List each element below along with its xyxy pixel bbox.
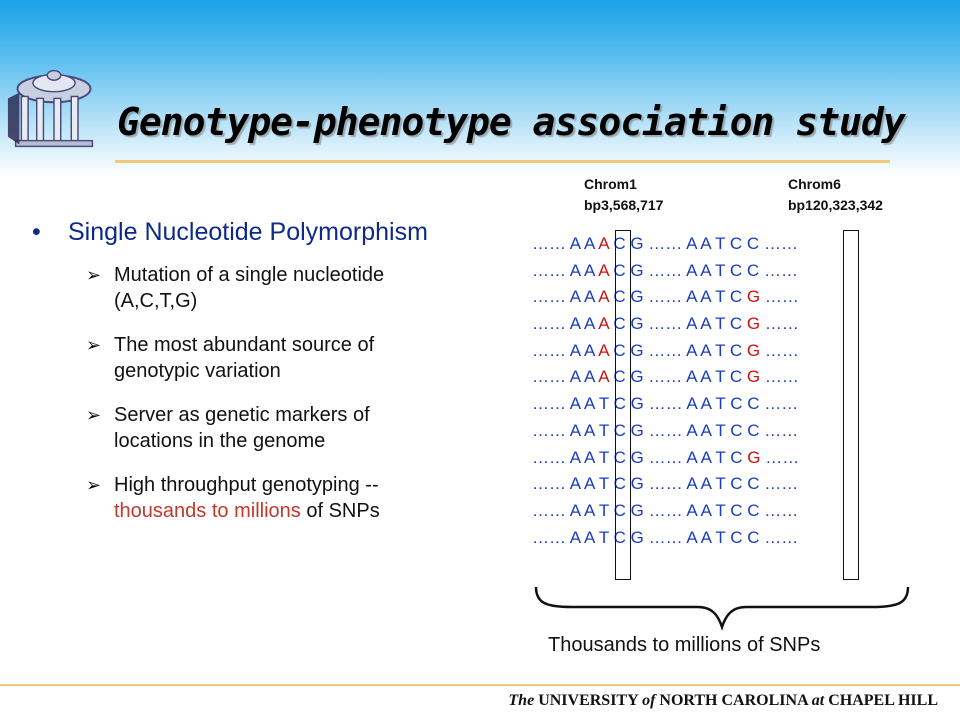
chr1-suffix: C G bbox=[613, 447, 644, 467]
sub-bullet-line: (A,C,T,G) bbox=[114, 290, 198, 312]
chr6-snp: C bbox=[746, 234, 760, 253]
seq-gap: …… bbox=[764, 420, 799, 440]
chr6-snp: G bbox=[746, 340, 761, 360]
seq-gap: …… bbox=[532, 447, 566, 467]
seq-gap: …… bbox=[648, 287, 683, 307]
chrom6-position: bp120,323,342 bbox=[788, 197, 883, 213]
sub-bullet bbox=[86, 472, 506, 524]
chr1-suffix: C G bbox=[613, 260, 644, 280]
chr1-snp: T bbox=[598, 447, 609, 467]
chr6-prefix: A A T C bbox=[686, 260, 743, 280]
chr6-prefix: A A T C bbox=[686, 340, 743, 360]
chr1-prefix: A A bbox=[569, 287, 595, 307]
sub-bullet-line: Server as genetic markers of bbox=[114, 404, 370, 426]
seq-gap: …… bbox=[764, 474, 799, 494]
snp-column-box-chrom1 bbox=[615, 230, 631, 580]
seq-gap: …… bbox=[764, 500, 799, 520]
seq-gap: …… bbox=[648, 234, 683, 253]
chr6-prefix: A A T C bbox=[686, 500, 743, 520]
snp-caption: Thousands to millions of SNPs bbox=[548, 634, 821, 656]
arrow-bullet-icon: ➢ bbox=[86, 335, 102, 355]
seq-gap: …… bbox=[532, 260, 566, 280]
seq-gap: …… bbox=[648, 500, 683, 520]
sub-bullet-line: The most abundant source of bbox=[114, 334, 375, 356]
chr1-snp: T bbox=[598, 420, 609, 440]
chrom1-name: Chrom1 bbox=[584, 176, 637, 192]
slide-title: Genotype-phenotype association study bbox=[117, 100, 905, 144]
main-bullet-text: Single Nucleotide Polymorphism bbox=[68, 218, 428, 246]
sequence-row bbox=[532, 311, 799, 338]
chr1-prefix: A A bbox=[569, 260, 595, 280]
chr1-suffix: C G bbox=[613, 394, 644, 414]
chr1-snp: A bbox=[598, 234, 609, 253]
seq-gap: …… bbox=[764, 394, 799, 414]
snp-column-box-chrom6 bbox=[843, 230, 859, 580]
chr1-prefix: A A bbox=[569, 527, 595, 547]
sequence-row bbox=[532, 284, 799, 311]
sequence-row bbox=[532, 498, 799, 525]
sub-bullet bbox=[86, 332, 506, 384]
sequence-row bbox=[532, 338, 799, 365]
chr6-prefix: A A T C bbox=[686, 527, 743, 547]
univ-word: UNIVERSITY bbox=[538, 692, 639, 709]
sequence-row bbox=[532, 525, 799, 552]
highlight-text: thousands to millions bbox=[114, 500, 301, 522]
univ-state: NORTH CAROLINA bbox=[659, 692, 808, 709]
chr1-suffix: C G bbox=[613, 340, 644, 360]
seq-gap: …… bbox=[532, 314, 566, 334]
chr1-prefix: A A bbox=[569, 447, 595, 467]
chr6-snp: C bbox=[747, 394, 760, 414]
seq-gap: …… bbox=[648, 314, 683, 334]
sequence-alignment bbox=[532, 231, 799, 551]
chr1-snp: T bbox=[598, 527, 609, 547]
chr1-suffix: C G bbox=[613, 527, 644, 547]
seq-gap: …… bbox=[648, 340, 683, 360]
chr6-snp: C bbox=[747, 474, 760, 494]
chrom1-position: bp3,568,717 bbox=[584, 197, 664, 213]
sub-bullet-line: of SNPs bbox=[300, 500, 380, 522]
chr1-prefix: A A bbox=[569, 367, 595, 387]
chr1-prefix: A A bbox=[569, 420, 595, 440]
seq-gap: …… bbox=[532, 234, 566, 253]
chr1-suffix: C G bbox=[613, 367, 644, 387]
seq-gap: …… bbox=[648, 420, 683, 440]
header-band bbox=[0, 0, 960, 175]
chr1-suffix: C G bbox=[613, 420, 644, 440]
chr6-prefix: A A T C bbox=[686, 394, 743, 414]
chr6-snp: G bbox=[746, 287, 761, 307]
chrom6-label bbox=[788, 174, 883, 216]
univ-of: of bbox=[642, 692, 656, 709]
sequence-row bbox=[532, 258, 799, 285]
curly-brace bbox=[532, 585, 912, 631]
chr1-suffix: C G bbox=[613, 474, 644, 494]
chr1-prefix: A A bbox=[569, 394, 595, 414]
chr6-snp: G bbox=[747, 447, 761, 467]
seq-gap: …… bbox=[648, 474, 683, 494]
arrow-bullet-icon: ➢ bbox=[86, 475, 102, 495]
sequence-row bbox=[532, 231, 799, 258]
chr1-prefix: A A bbox=[569, 500, 595, 520]
footer-rule bbox=[0, 684, 960, 686]
main-bullet bbox=[32, 218, 428, 247]
seq-gap: …… bbox=[763, 234, 798, 253]
chr6-snp: C bbox=[747, 527, 760, 547]
seq-gap: …… bbox=[648, 447, 683, 467]
chr1-snp: T bbox=[598, 474, 609, 494]
sequence-row bbox=[532, 391, 799, 418]
chr1-suffix: C G bbox=[613, 234, 644, 253]
sub-bullet-list bbox=[86, 262, 506, 542]
seq-gap: …… bbox=[532, 420, 566, 440]
chr6-prefix: A A T C bbox=[686, 474, 743, 494]
chrom1-label bbox=[584, 174, 663, 216]
old-well-icon bbox=[6, 60, 102, 156]
chr1-snp: A bbox=[598, 260, 609, 280]
seq-gap: …… bbox=[648, 394, 683, 414]
univ-city: CHAPEL HILL bbox=[828, 692, 938, 709]
chrom6-name: Chrom6 bbox=[788, 176, 841, 192]
chr6-prefix: A A T C bbox=[686, 420, 743, 440]
chr1-snp: T bbox=[598, 500, 609, 520]
seq-gap: …… bbox=[648, 527, 683, 547]
sequence-row bbox=[532, 445, 799, 472]
chr1-suffix: C G bbox=[613, 500, 644, 520]
sequence-row bbox=[532, 471, 799, 498]
chr6-snp: C bbox=[747, 500, 760, 520]
chr1-suffix: C G bbox=[613, 287, 644, 307]
seq-gap: …… bbox=[764, 287, 799, 307]
arrow-bullet-icon: ➢ bbox=[86, 405, 102, 425]
chr1-prefix: A A bbox=[569, 234, 595, 253]
chr1-snp: A bbox=[598, 314, 609, 334]
sequence-row bbox=[532, 364, 799, 391]
chr6-prefix: A A T C bbox=[686, 367, 743, 387]
seq-gap: …… bbox=[764, 527, 799, 547]
chr6-snp: C bbox=[747, 420, 760, 440]
sub-bullet bbox=[86, 402, 506, 454]
sub-bullet-line: genotypic variation bbox=[114, 360, 281, 382]
chr1-prefix: A A bbox=[569, 340, 595, 360]
university-name bbox=[508, 692, 938, 710]
seq-gap: …… bbox=[532, 474, 566, 494]
univ-the: The bbox=[508, 692, 535, 709]
title-underline bbox=[115, 160, 890, 163]
chr6-prefix: A A T C bbox=[686, 447, 743, 467]
univ-at: at bbox=[811, 692, 825, 709]
chr6-prefix: A A T C bbox=[686, 314, 743, 334]
sub-bullet-line: High throughput genotyping -- bbox=[114, 474, 379, 496]
seq-gap: …… bbox=[532, 367, 566, 387]
seq-gap: …… bbox=[532, 340, 566, 360]
seq-gap: …… bbox=[532, 527, 566, 547]
seq-gap: …… bbox=[763, 260, 798, 280]
seq-gap: …… bbox=[765, 447, 800, 467]
sub-bullet bbox=[86, 262, 506, 314]
chr6-snp: G bbox=[746, 367, 761, 387]
sequence-row bbox=[532, 418, 799, 445]
seq-gap: …… bbox=[532, 500, 566, 520]
seq-gap: …… bbox=[532, 287, 566, 307]
chr1-prefix: A A bbox=[569, 474, 595, 494]
chr1-suffix: C G bbox=[613, 314, 644, 334]
chr6-prefix: A A T C bbox=[686, 234, 743, 253]
chr1-snp: A bbox=[598, 367, 609, 387]
seq-gap: …… bbox=[764, 340, 799, 360]
chr6-snp: G bbox=[746, 314, 761, 334]
arrow-bullet-icon: ➢ bbox=[86, 265, 102, 285]
seq-gap: …… bbox=[764, 314, 799, 334]
chr1-snp: A bbox=[598, 287, 609, 307]
chr1-snp: T bbox=[598, 394, 609, 414]
sub-bullet-line: Mutation of a single nucleotide bbox=[114, 264, 385, 286]
chr6-prefix: A A T C bbox=[686, 287, 743, 307]
seq-gap: …… bbox=[764, 367, 799, 387]
chr1-snp: A bbox=[598, 340, 609, 360]
chr1-prefix: A A bbox=[569, 314, 595, 334]
seq-gap: …… bbox=[648, 367, 683, 387]
seq-gap: …… bbox=[648, 260, 683, 280]
seq-gap: …… bbox=[532, 394, 566, 414]
bullet-dot: • bbox=[32, 218, 41, 246]
chr6-snp: C bbox=[746, 260, 760, 280]
sub-bullet-line: locations in the genome bbox=[114, 430, 326, 452]
